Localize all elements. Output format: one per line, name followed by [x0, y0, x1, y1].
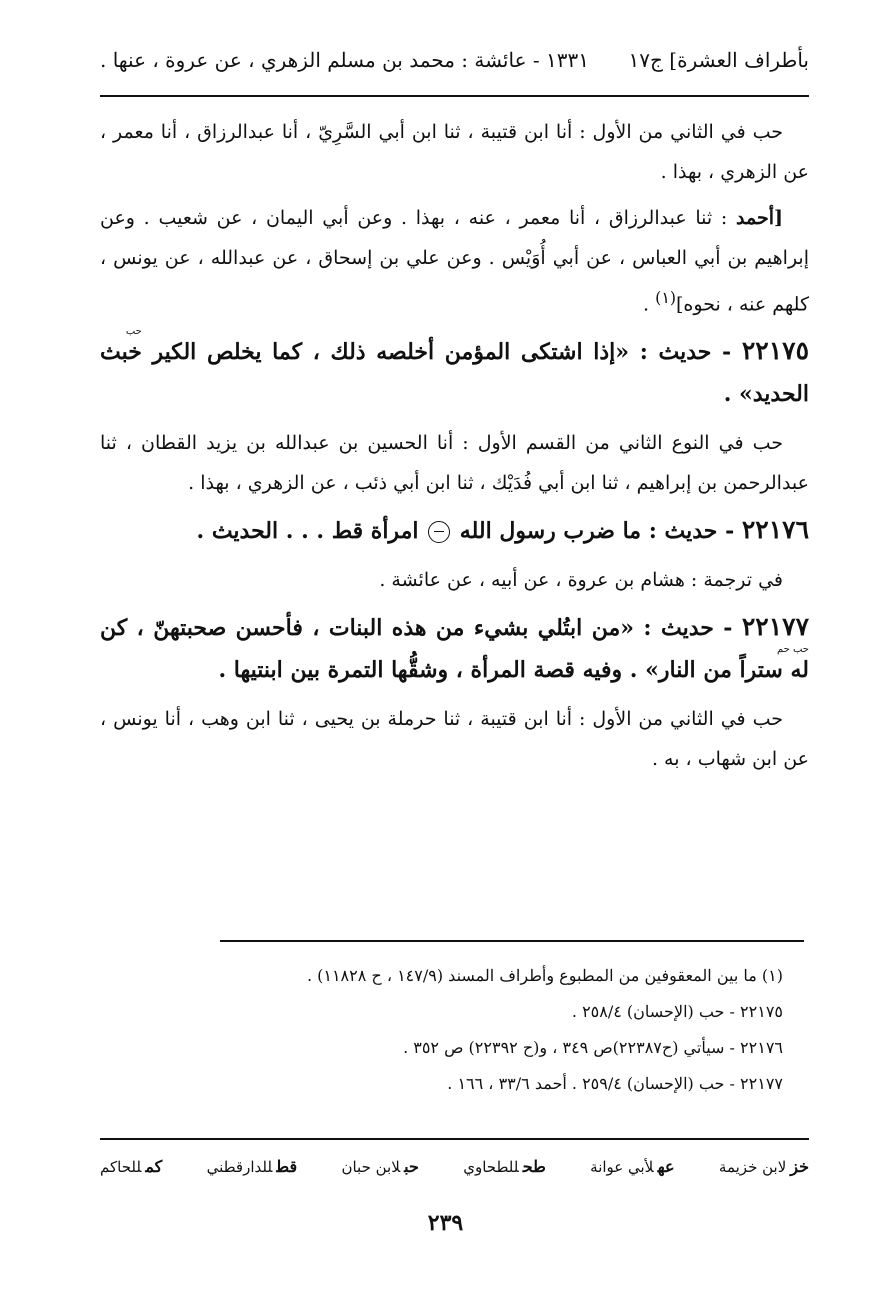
abbreviation: عهلأبي عوانة	[590, 1157, 675, 1176]
chain-paragraph: حب في الثاني من الأول : أنا ابن قتيبة ، ثنا حرملة بن يحيى ، ثنا ابن وهب ، أنا يونس ، عن ابن شهاب ، به .	[100, 708, 809, 771]
reference-paragraph: في ترجمة : هشام بن عروة ، عن أبيه ، عن عائشة .	[379, 569, 783, 592]
main-text	[100, 112, 809, 785]
abbreviations-divider	[100, 1138, 809, 1140]
running-head-volume: بأطراف العشرة] ج١٧	[628, 48, 809, 72]
abbreviation: طحللطحاوي	[463, 1157, 546, 1176]
hadith-heading: ٢٢١٧٧ - حديث : «من ابتُلي بشيء من هذه البنات ، فأحسن صحبتهنّ ، كن حب حم له ستراً من النار» . وفيه قصة المرأة ، وشقُّها التمرة بين ابنتيها .	[100, 612, 809, 684]
chain-paragraph: حب في النوع الثاني من القسم الأول : أنا الحسين بن عبدالله بن يزيد القطان ، ثنا عبدالرحمن بن إبراهيم ، ثنا ابن أبي فُدَيْك ، ثنا ابن أبي ذئب ، عن الزهري ، بهذا .	[100, 432, 809, 495]
running-head-chapter: ١٣٣١ - عائشة : محمد بن مسلم الزهري ، عن عروة ، عنها .	[100, 48, 589, 72]
abbreviation: قطللدارقطني	[206, 1157, 298, 1176]
page-number: ٢٣٩	[427, 1210, 464, 1236]
hadith-number: ٢٢١٧٦	[741, 515, 809, 545]
hadith-heading: ٢٢١٧٦ - حديث : ما ضرب رسول الله امرأة قط . . . الحديث .	[196, 515, 809, 545]
abbreviation: كمللحاكم	[100, 1157, 163, 1176]
chain-paragraph: حب في الثاني من الأول : أنا ابن قتيبة ، ثنا ابن أبي السَّرِيّ ، أنا عبدالرزاق ، أنا معمر ، عن الزهري ، بهذا .	[100, 121, 809, 183]
abbreviation: حبلابن حبان	[341, 1157, 419, 1176]
footnote: ٢٢١٧٧ - حب (الإحسان) ٢٥٩/٤ . أحمد ٣٣/٦ ، ١٦٦ .	[447, 1074, 783, 1093]
abbreviations-key	[100, 1152, 809, 1182]
hadith-number: ٢٢١٧٧	[741, 612, 809, 642]
source-marker: حب	[125, 326, 142, 338]
footnote-divider	[220, 940, 804, 942]
footnote: ٢٢١٧٥ - حب (الإحسان) ٢٥٨/٤ .	[571, 1002, 783, 1021]
header-divider	[100, 95, 809, 97]
footnote-ref: (١)	[655, 288, 677, 307]
ahmad-paragraph: [أحمد : ثنا عبدالرزاق ، أنا معمر ، عنه ، بهذا . وعن أبي اليمان ، عن شعيب . وعن إبراهيم بن أبي العباس ، عن أبي أُوَيْس . وعن علي بن إسحاق ، عن عبدالله ، عن يونس ، كلهم عنه ، نحوه]$^{(١)}$ .	[100, 207, 809, 316]
salla-honorific-icon	[428, 521, 450, 543]
running-head	[100, 48, 809, 88]
footnotes	[100, 958, 809, 1102]
source-marker: حب حم	[776, 644, 809, 656]
hadith-number: ٢٢١٧٥	[741, 336, 809, 366]
footnote: ٢٢١٧٦ - سيأتي (ح٢٢٣٨٧)ص ٣٤٩ ، و(ح ٢٢٣٩٢) ص ٣٥٢ .	[403, 1038, 783, 1057]
source-code: [أحمد	[736, 207, 783, 229]
hadith-heading: ٢٢١٧٥ - حديث : «إذا اشتكى المؤمن أخلصه ذلك ، كما يخلص الكير حب خبث الحديد» .	[100, 326, 809, 408]
footnote: (١) ما بين المعقوفين من المطبوع وأطراف المسند (١٤٧/٩ ، ح ١١٨٢٨) .	[306, 966, 783, 985]
abbreviation: خزلابن خزيمة	[718, 1157, 809, 1176]
